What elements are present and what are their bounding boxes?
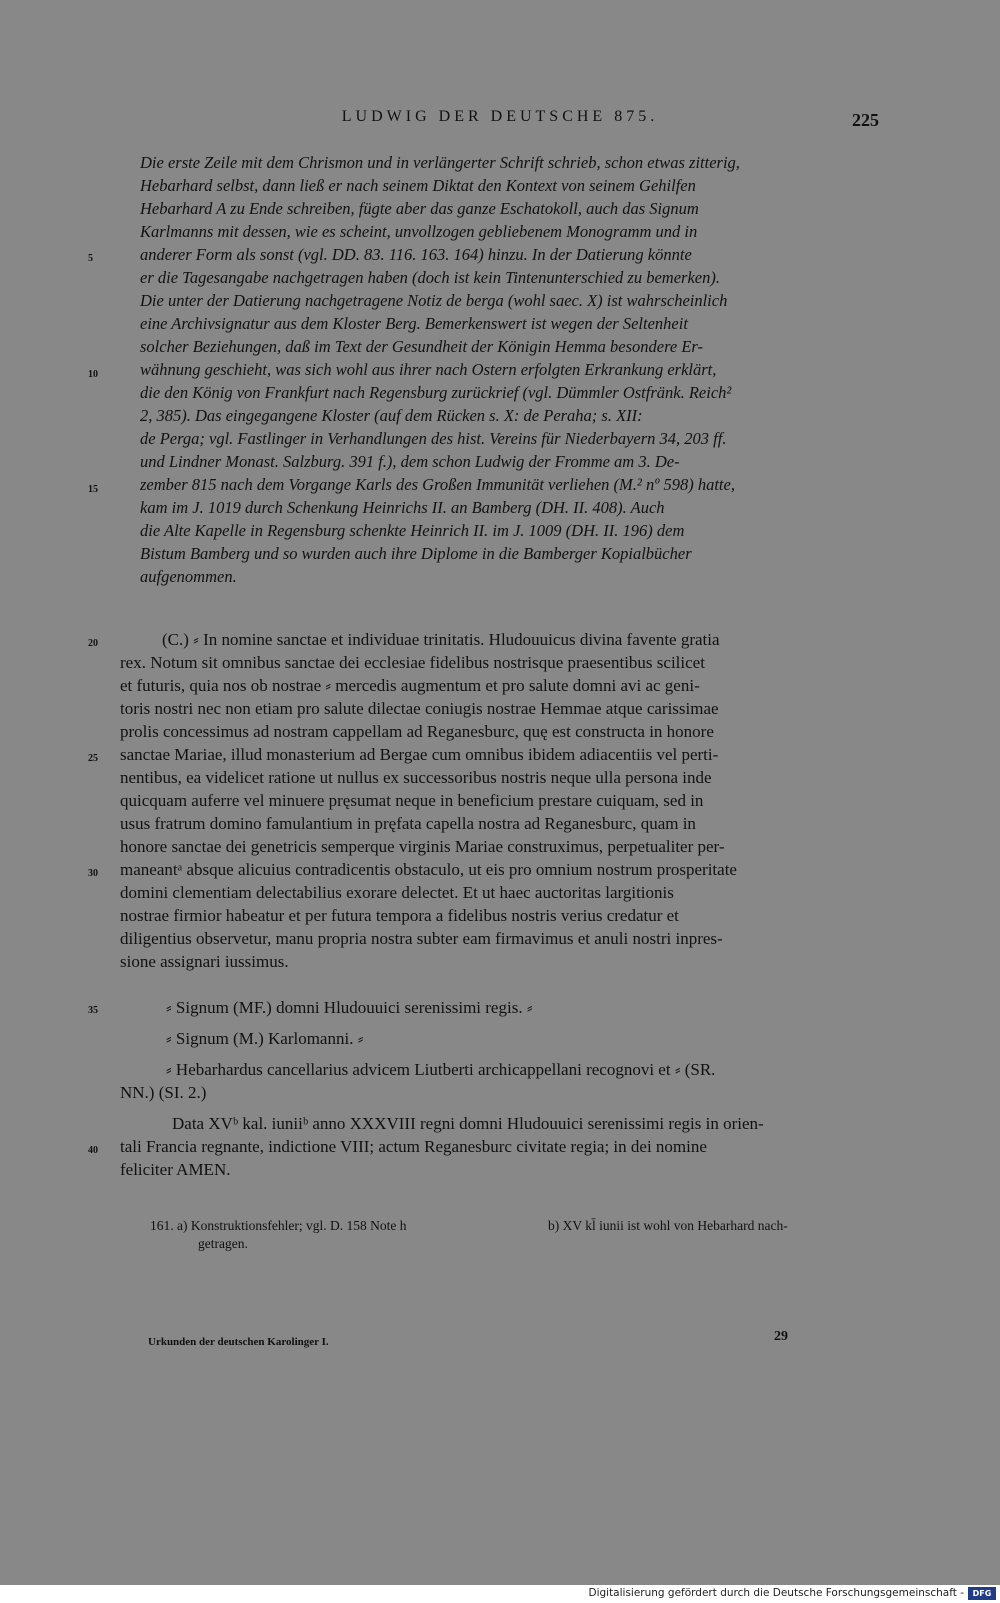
commentary-line: 2, 385). Das eingegangene Kloster (auf dem Rücken s. X: de Peraha; s. XII:	[140, 406, 643, 425]
charter-line: toris nostri nec non etiam pro salute dilectae coniugis nostrae Hemmae atque carissimae	[120, 699, 719, 718]
line-number: 40	[88, 1145, 98, 1156]
running-title: LUDWIG DER DEUTSCHE 875.	[341, 108, 659, 125]
commentary-line: und Lindner Monast. Salzburg. 391 f.), dem schon Ludwig der Fromme am 3. De-	[140, 452, 680, 471]
sheet-signature: Urkunden der deutschen Karolinger I.	[148, 1336, 329, 1348]
line-number: 20	[88, 638, 98, 649]
dfg-logo-icon[interactable]: DFG	[968, 1587, 996, 1600]
charter-line: diligentius observetur, manu propria nostra subter eam firmavimus et anuli nostri inpres-	[120, 929, 723, 948]
commentary-line: Karlmanns mit dessen, wie es scheint, unvollzogen gebliebenem Monogramm und in	[140, 222, 698, 241]
footnote-b: b) XV kl̄ iunii ist wohl von Hebarhard nach-	[548, 1218, 788, 1233]
line-number: 35	[88, 1005, 98, 1016]
commentary-line: er die Tagesangabe nachgetragen haben (doch ist kein Tintenunterschied zu bemerken).	[140, 268, 720, 287]
charter-line: (C.) ⸗ In nomine sanctae et individuae trinitatis. Hludouuicus divina favente gratia	[162, 630, 720, 649]
charter-line: sanctae Mariae, illud monasterium ad Bergae cum omnibus ibidem adiacentiis vel perti-	[120, 745, 719, 764]
commentary-line: die Alte Kapelle in Regensburg schenkte Heinrich II. im J. 1009 (DH. II. 196) dem	[140, 521, 685, 540]
charter-line: usus fratrum domino famulantium in pręfata capella nostra ad Reganesburc, quam in	[120, 814, 696, 833]
commentary-line: de Perga; vgl. Fastlinger in Verhandlungen des hist. Vereins für Niederbayern 34, 203 ff.	[140, 429, 727, 448]
dating-line: feliciter AMEN.	[120, 1160, 231, 1179]
charter-line: prolis concessimus ad nostram cappellam ad Reganesburc, quę est constructa in honore	[120, 722, 714, 741]
charter-line: honore sanctae dei genetricis semperque virginis Mariae construximus, perpetualiter per-	[120, 837, 725, 856]
line-number: 15	[88, 484, 98, 495]
charter-line: rex. Notum sit omnibus sanctae dei ecclesiae fidelibus nostrisque praesentibus scilicet	[120, 653, 705, 672]
commentary-line: die den König von Frankfurt nach Regensburg zurückrief (vgl. Dümmler Ostfränk. Reich²	[140, 383, 732, 402]
commentary-line: Hebarhard selbst, dann ließ er nach seinem Diktat den Kontext von seinem Gehilfen	[140, 176, 696, 195]
credit-text: Digitalisierung gefördert durch die Deutsche Forschungsgemeinschaft -	[588, 1587, 964, 1599]
dating-line: tali Francia regnante, indictione VIII; actum Reganesburc civitate regia; in dei nomine	[120, 1137, 707, 1156]
footnote-b-continuation: getragen.	[198, 1236, 248, 1251]
charter-line: nostrae firmior habeatur et per futura tempora a fidelibus nostris verius credatur et	[120, 906, 679, 925]
dating-line: Data XVᵇ kal. iuniiᵇ anno XXXVIII regni domni Hludouuici serenissimi regis in orien-	[172, 1114, 764, 1133]
page-number: 225	[852, 110, 879, 130]
sheet-number: 29	[774, 1329, 788, 1344]
footnote-a: 161. a) Konstruktionsfehler; vgl. D. 158 Note h	[150, 1218, 407, 1233]
commentary-line: solcher Beziehungen, daß im Text der Gesundheit der Königin Hemma besondere Er-	[140, 337, 704, 356]
charter-line: nentibus, ea videlicet ratione ut nullus ex successoribus nostris neque ulla persona inde	[120, 768, 712, 787]
commentary-line: eine Archivsignatur aus dem Kloster Berg. Bemerkenswert ist wegen der Seltenheit	[140, 314, 688, 333]
charter-line: maneantᵃ absque alicuius contradicentis obstaculo, ut eis pro omnium nostrum prosperitate	[120, 860, 737, 879]
signum-line: ⸗ Signum (M.) Karlomanni. ⸗	[166, 1029, 364, 1048]
charter-line: quicquam auferre vel minuere pręsumat neque in beneficium prestare cuiquam, sed in	[120, 791, 704, 810]
commentary-line: aufgenommen.	[140, 567, 237, 586]
commentary-line: Die unter der Datierung nachgetragene Notiz de berga (wohl saec. X) ist wahrscheinlich	[140, 291, 728, 310]
charter-line: et futuris, quia nos ob nostrae ⸗ mercedis augmentum et pro salute domni avi ac geni-	[120, 676, 700, 695]
line-number: 5	[88, 253, 93, 264]
line-number: 30	[88, 868, 98, 879]
charter-line: sione assignari iussimus.	[120, 952, 289, 971]
credit-bar	[0, 1585, 1000, 1603]
commentary-line: zember 815 nach dem Vorgange Karls des Großen Immunität verliehen (M.² nº 598) hatte,	[140, 475, 735, 494]
recognition-line: ⸗ Hebarhardus cancellarius advicem Liutberti archicappellani recognovi et ⸗ (SR.	[166, 1060, 716, 1079]
commentary-line: Die erste Zeile mit dem Chrismon und in verlängerter Schrift schrieb, schon etwas zitterig,	[140, 153, 740, 172]
signum-line: ⸗ Signum (MF.) domni Hludouuici serenissimi regis. ⸗	[166, 998, 533, 1017]
footnote-left	[150, 1217, 505, 1235]
commentary-line: Hebarhard A zu Ende schreiben, fügte aber das ganze Eschatokoll, auch das Signum	[140, 199, 699, 218]
commentary-line: anderer Form als sonst (vgl. DD. 83. 116. 163. 164) hinzu. In der Datierung könnte	[140, 245, 692, 264]
line-number: 10	[88, 369, 98, 380]
recognition-line: NN.) (SI. 2.)	[120, 1083, 207, 1102]
commentary-line: kam im J. 1019 durch Schenkung Heinrichs II. an Bamberg (DH. II. 408). Auch	[140, 498, 665, 517]
line-number: 25	[88, 753, 98, 764]
commentary-line: wähnung geschieht, was sich wohl aus ihrer nach Ostern erfolgten Erkrankung erklärt,	[140, 360, 717, 379]
charter-line: domini clementiam delectabilius exorare delectet. Et ut haec auctoritas largitionis	[120, 883, 674, 902]
commentary-line: Bistum Bamberg und so wurden auch ihre Diplome in die Bamberger Kopialbücher	[140, 544, 692, 563]
